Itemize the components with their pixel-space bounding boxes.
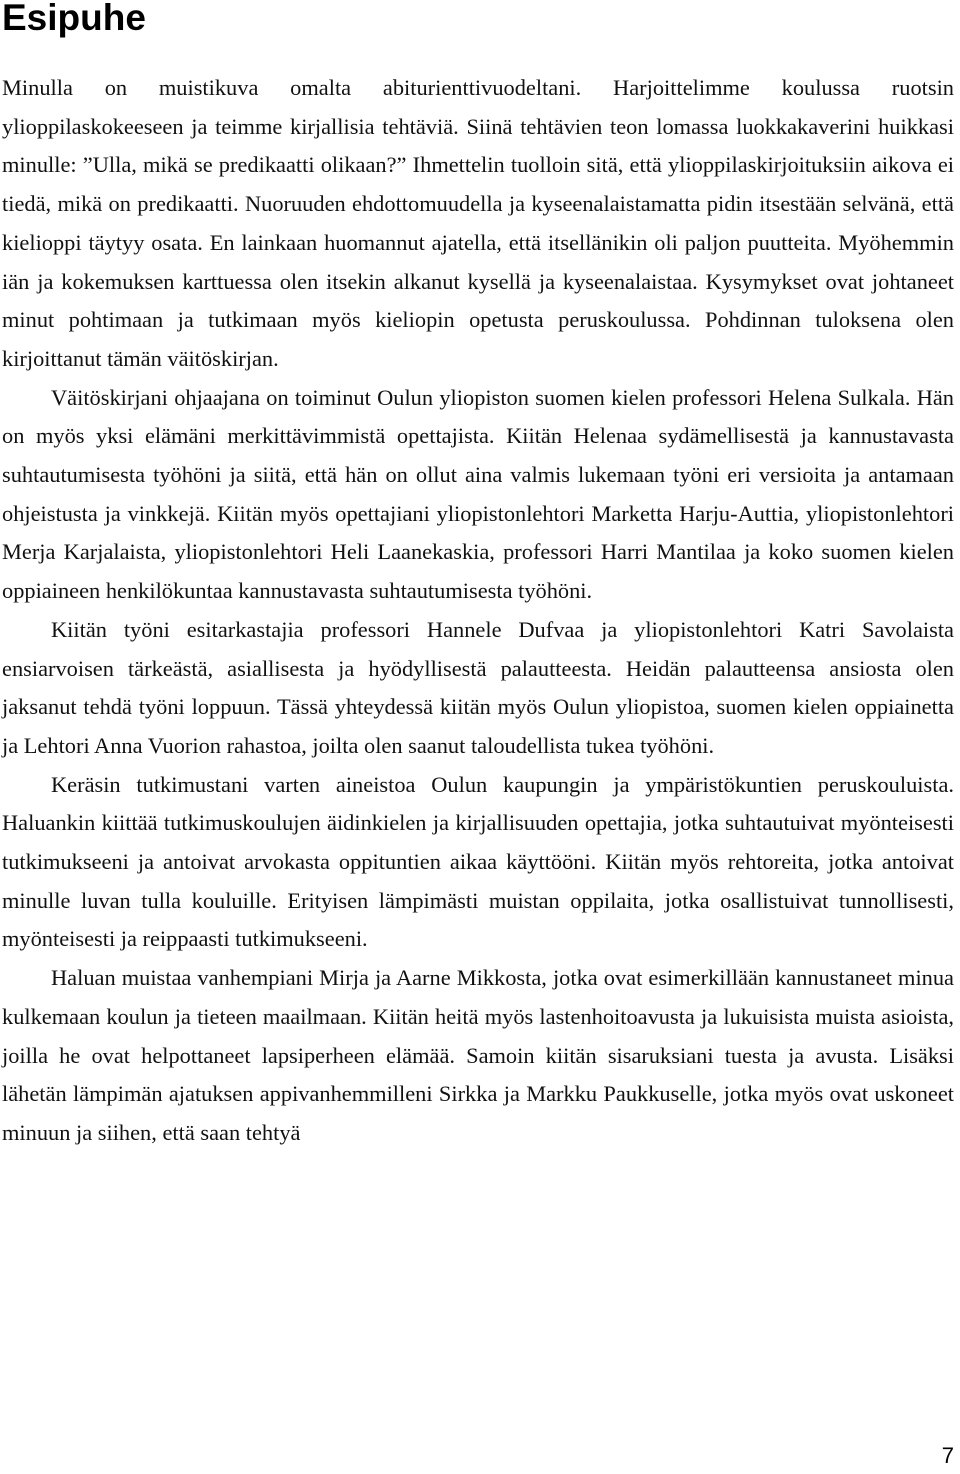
paragraph: Haluan muistaa vanhempiani Mirja ja Aarne Mikkosta, jotka ovat esimerkillään kannustaneet minua kulkemaan koulun ja tieteen maailmaan. Kiitän heitä myös lastenhoitoavusta ja lukuisista muista asioista, joilla he ovat helpottaneet lapsiperheen elämää. Samoin kiitän sisaruksiani tuesta ja avusta. Lisäksi lähetän lämpimän ajatuksen appivanhemmilleni Sirkka ja Markku Paukkuselle, jotka myös ovat uskoneet minuun ja siihen, että saan tehtyä	[2, 965, 954, 1145]
page-title: Esipuhe	[2, 0, 146, 38]
paragraph: Minulla on muistikuva omalta abiturienttivuodeltani. Harjoittelimme koulussa ruotsin ylioppilaskokeeseen ja teimme kirjallisia tehtäviä. Siinä tehtävien teon lomassa luokkakaverini huikkasi minulle: ”Ulla, mikä se predikaatti olikaan?” Ihmettelin tuolloin sitä, että ylioppilaskirjoituksiin aikova ei tiedä, mikä on predikaatti. Nuoruuden ehdottomuudella ja kyseenalaistamatta pidin itsestään selvänä, että kielioppi täytyy osata. En lainkaan huomannut ajatella, että itsellänikin oli paljon puutteita. Myöhemmin iän ja kokemuksen karttuessa olen itsekin alkanut kysellä ja kyseenalaistaa. Kysymykset ovat johtaneet minut pohtimaan ja tutkimaan myös kieliopin opetusta peruskoulussa. Pohdinnan tuloksena olen kirjoittanut tämän väitöskirjan.	[2, 75, 954, 371]
paragraph: Väitöskirjani ohjaajana on toiminut Oulun yliopiston suomen kielen professori Helena Sulkala. Hän on myös yksi elämäni merkittävimmistä opettajista. Kiitän Helenaa sydämellisestä ja kannustavasta suhtautumisesta työhöni ja siitä, että hän on ollut aina valmis lukemaan työni eri versioita ja antamaan ohjeistusta ja vinkkejä. Kiitän myös opettajiani yliopistonlehtori Marketta Harju-Auttia, yliopistonlehtori Merja Karjalaista, yliopistonlehtori Heli Laanekaskia, professori Harri Mantilaa ja koko suomen kielen oppiaineen henkilökuntaa kannustavasta suhtautumisesta työhöni.	[2, 384, 954, 604]
body-text	[2, 69, 954, 1153]
page-number: 7	[941, 1443, 954, 1468]
paragraph: Keräsin tutkimustani varten aineistoa Oulun kaupungin ja ympäristökuntien peruskouluista. Haluankin kiittää tutkimuskoulujen äidinkielen ja kirjallisuuden opettajia, jotka suhtautuivat myönteisesti tutkimukseeni ja antoivat arvokasta oppituntien aikaa käyttööni. Kiitän myös rehtoreita, jotka antoivat minulle luvan tulla kouluille. Erityisen lämpimästi muistan oppilaita, jotka osallistuivat tunnollisesti, myönteisesti ja reippaasti tutkimukseeni.	[2, 771, 954, 952]
paragraph: Kiitän työni esitarkastajia professori Hannele Dufvaa ja yliopistonlehtori Katri Savolaista ensiarvoisen tärkeästä, asiallisesta ja hyödyllisestä palautteesta. Heidän palautteensa ansiosta olen jaksanut tehdä työni loppuun. Tässä yhteydessä kiitän myös Oulun yliopistoa, suomen kielen oppiainetta ja Lehtori Anna Vuorion rahastoa, joilta olen saanut taloudellista tukea työhöni.	[2, 616, 954, 758]
